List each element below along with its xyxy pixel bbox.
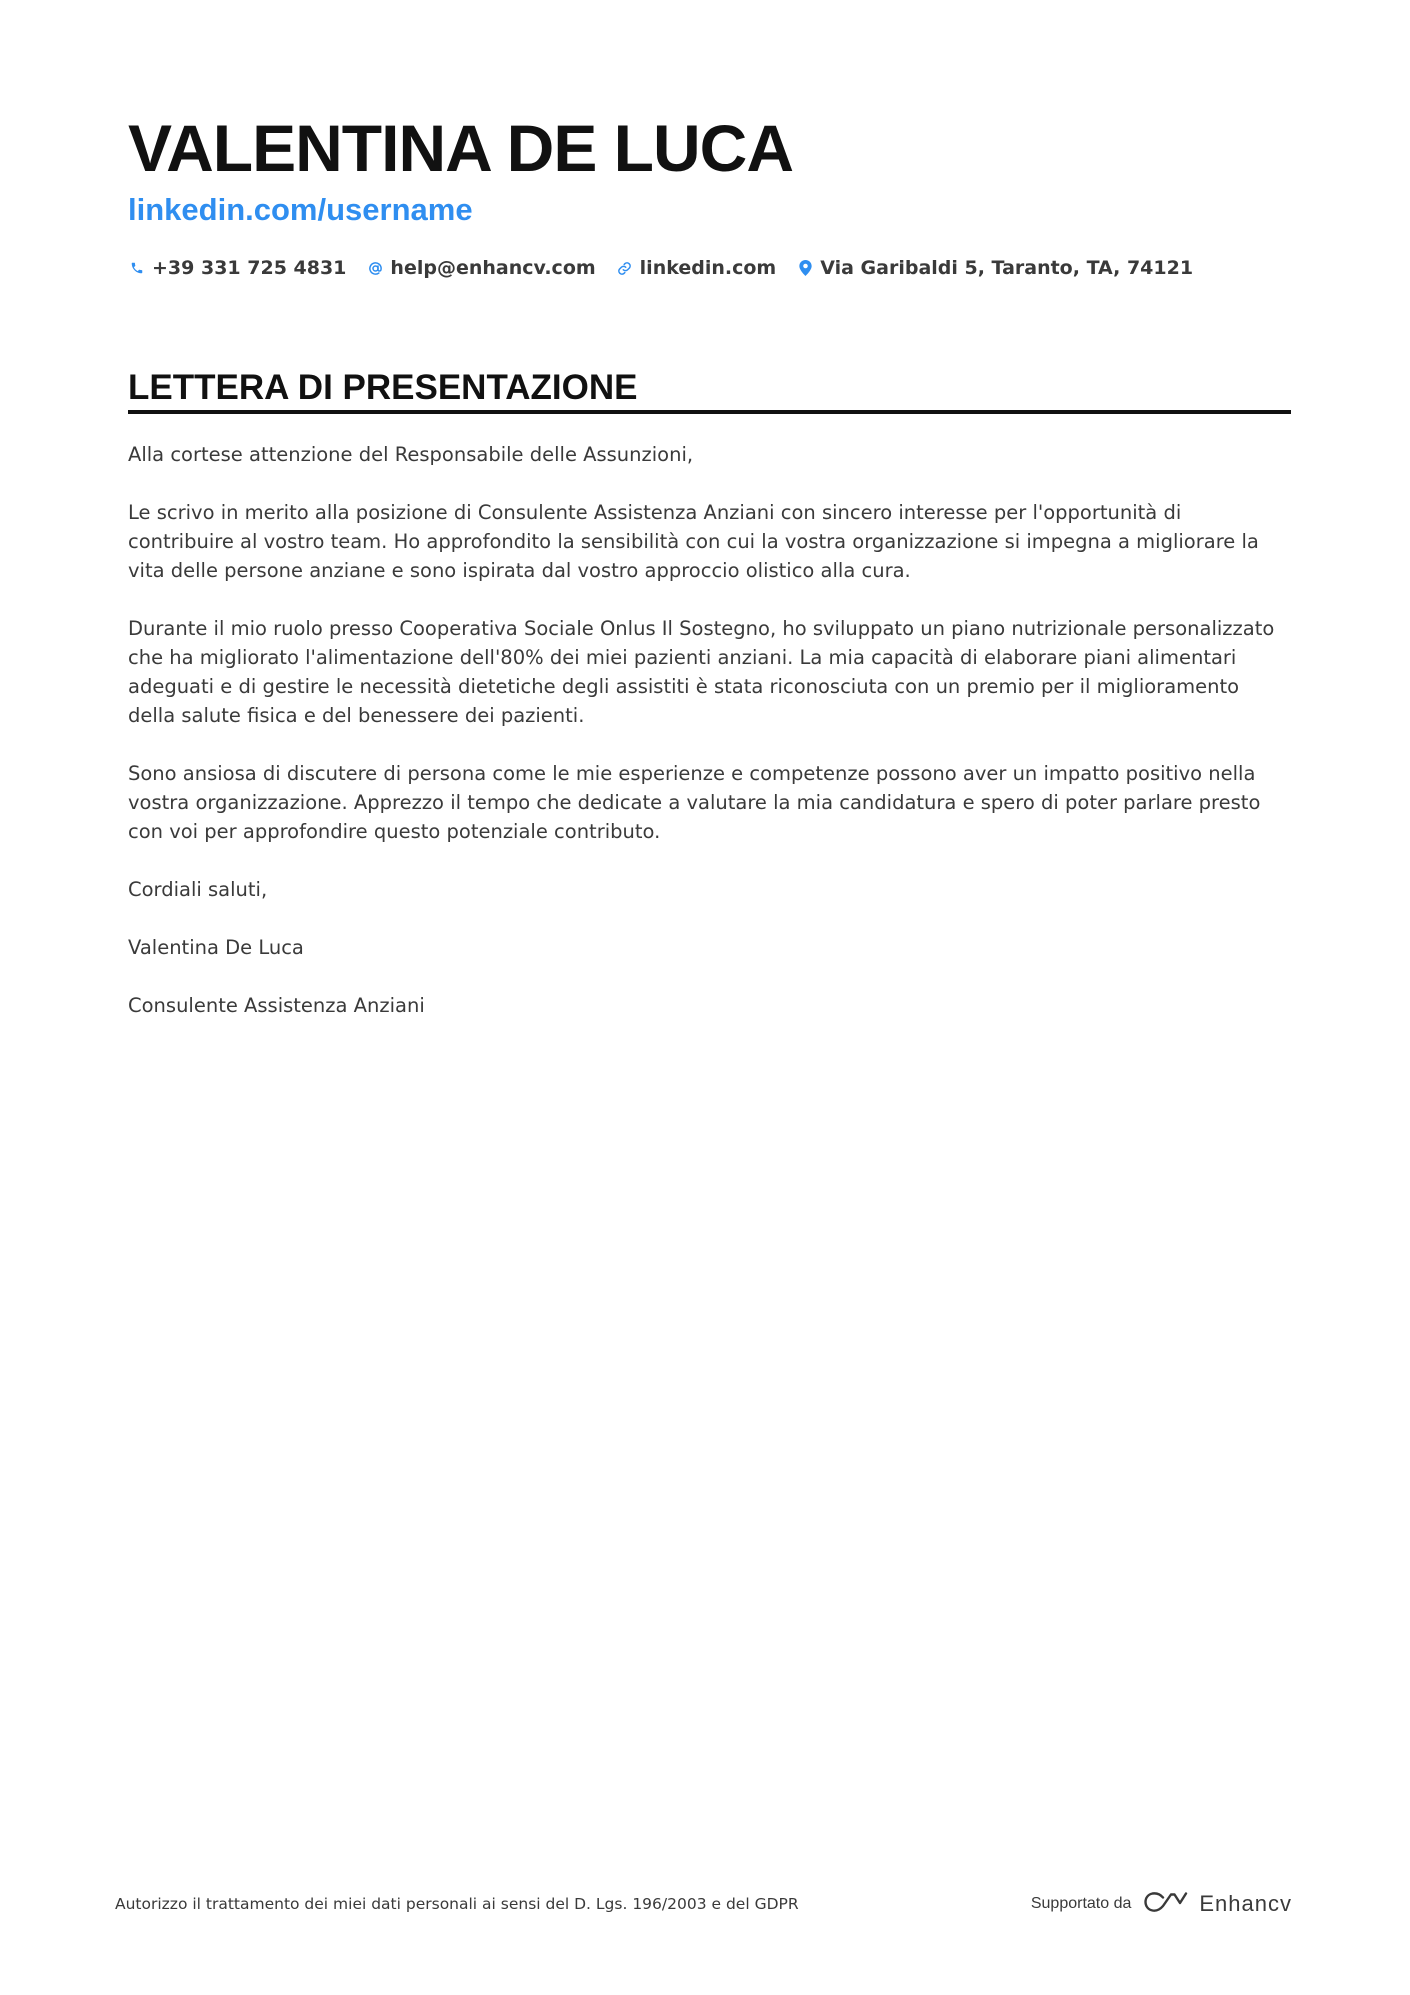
letter-salutation: Alla cortese attenzione del Responsabile delle Assunzioni, (128, 443, 694, 466)
phone-icon (128, 258, 146, 278)
letter-closing: Cordiali saluti, (128, 878, 268, 901)
candidate-headline[interactable]: linkedin.com/username (128, 192, 473, 227)
contact-link[interactable] (616, 257, 777, 279)
powered-by-label: Supportato da (1030, 1895, 1132, 1912)
letter-paragraph: Durante il mio ruolo presso Cooperativa Sociale Onlus Il Sostegno, ho sviluppato un piano nutrizionale personalizzato che ha migliorato l'alimentazione dell'80% dei miei pazienti anziani. La mia capacità di elaborare piani alimentari adeguati e di gestire le necessità dietetiche degli assistiti è stata riconosciuta con un premio per il miglioramento della salute fisica e del benessere dei pazienti. (128, 617, 1275, 727)
at-icon (366, 258, 384, 278)
contact-email-text: help@enhancv.com (390, 257, 596, 279)
contact-address (796, 257, 1193, 279)
privacy-note: Autorizzo il trattamento dei miei dati personali ai sensi del D. Lgs. 196/2003 e del GDPR (115, 1895, 799, 1913)
contact-bar (128, 254, 1213, 282)
powered-by[interactable] (1031, 1890, 1292, 1918)
section-title: LETTERA DI PRESENTAZIONE (128, 368, 638, 407)
letter-paragraph: Sono ansiosa di discutere di persona come le mie esperienze e competenze possono aver un impatto positivo nella vostra organizzazione. Apprezzo il tempo che dedicate a valutare la mia candidatura e spero di poter parlare presto con voi per approfondire questo potenziale contributo. (128, 762, 1261, 843)
letter-signature-name: Valentina De Luca (128, 936, 304, 959)
location-pin-icon (796, 258, 814, 278)
enhancv-logo-icon (1143, 1890, 1189, 1918)
contact-phone[interactable] (128, 257, 346, 279)
contact-link-text: linkedin.com (639, 257, 777, 279)
contact-email[interactable] (366, 257, 595, 279)
contact-address-text: Via Garibaldi 5, Taranto, TA, 74121 (820, 257, 1194, 279)
link-icon (616, 258, 634, 278)
brand-name: Enhancv (1199, 1891, 1292, 1916)
letter-paragraph: Le scrivo in merito alla posizione di Consulente Assistenza Anziani con sincero interesse per l'opportunità di contribuire al vostro team. Ho approfondito la sensibilità con cui la vostra organizzazione si impegna a migliorare la vita delle persone anziane e sono ispirata dal vostro approccio olistico alla cura. (128, 501, 1259, 582)
contact-phone-text: +39 331 725 4831 (152, 257, 347, 279)
candidate-name: VALENTINA DE LUCA (128, 111, 793, 185)
letter-signature-title: Consulente Assistenza Anziani (128, 994, 425, 1017)
section-divider (128, 410, 1291, 414)
letter-body (128, 440, 1291, 1049)
